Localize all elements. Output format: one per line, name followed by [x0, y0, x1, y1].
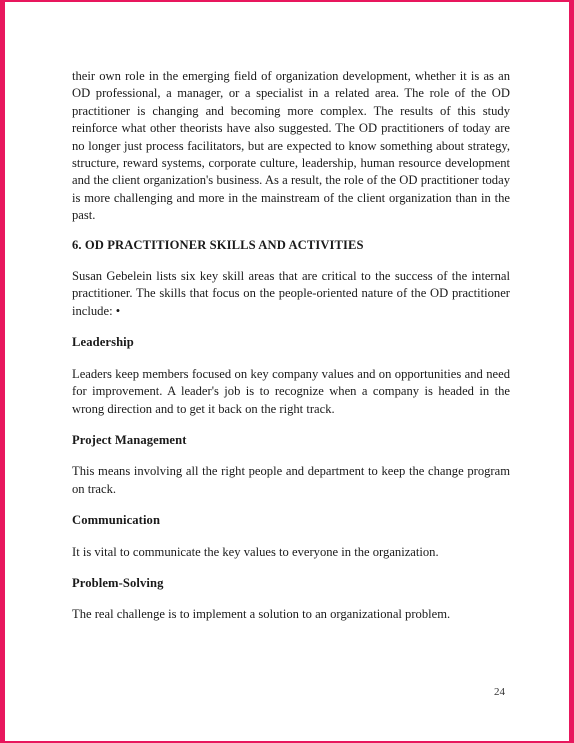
skill-text-communication: It is vital to communicate the key values to everyone in the organization. — [72, 544, 439, 559]
skill-text-problem-solving: The real challenge is to implement a solution to an organizational problem. — [72, 607, 451, 622]
skill-heading-communication: Communication — [72, 513, 161, 528]
intro-paragraph: their own role in the emerging field of organization development, whether it is as an OD professional, a manager, or a specialist in a related area. The role of the OD practitioner is changing and becoming more complex. The results of this study reinforce what other theorists have also suggested. The OD practitioners of today are no longer just process facilitators, but are expected to know something about strategy, structure, reward systems, corporate culture, leadership, human resource development and the client organization's business. As a result, the role of the OD practitioner today is more challenging and more in the mainstream of the client organization than in the past. — [72, 69, 510, 223]
section-heading: 6. OD PRACTITIONER SKILLS AND ACTIVITIES — [72, 237, 364, 252]
skill-heading-leadership: Leadership — [72, 335, 134, 350]
page-number: 24 — [494, 686, 505, 698]
skill-heading-project-management: Project Management — [72, 432, 187, 447]
section-intro-paragraph: Susan Gebelein lists six key skill areas that are critical to the success of the internal practitioner. The skills that focus on the people-oriented nature of the OD practitioner include: • — [72, 269, 510, 318]
page-content — [72, 68, 510, 624]
skill-heading-problem-solving: Problem-Solving — [72, 575, 164, 590]
skill-text-project-management: This means involving all the right people and department to keep the change program on track. — [72, 464, 510, 496]
skill-text-leadership: Leaders keep members focused on key company values and on opportunities and need for improvement. A leader's job is to recognize when a company is headed in the wrong direction and to get it back on the right track. — [72, 366, 510, 416]
